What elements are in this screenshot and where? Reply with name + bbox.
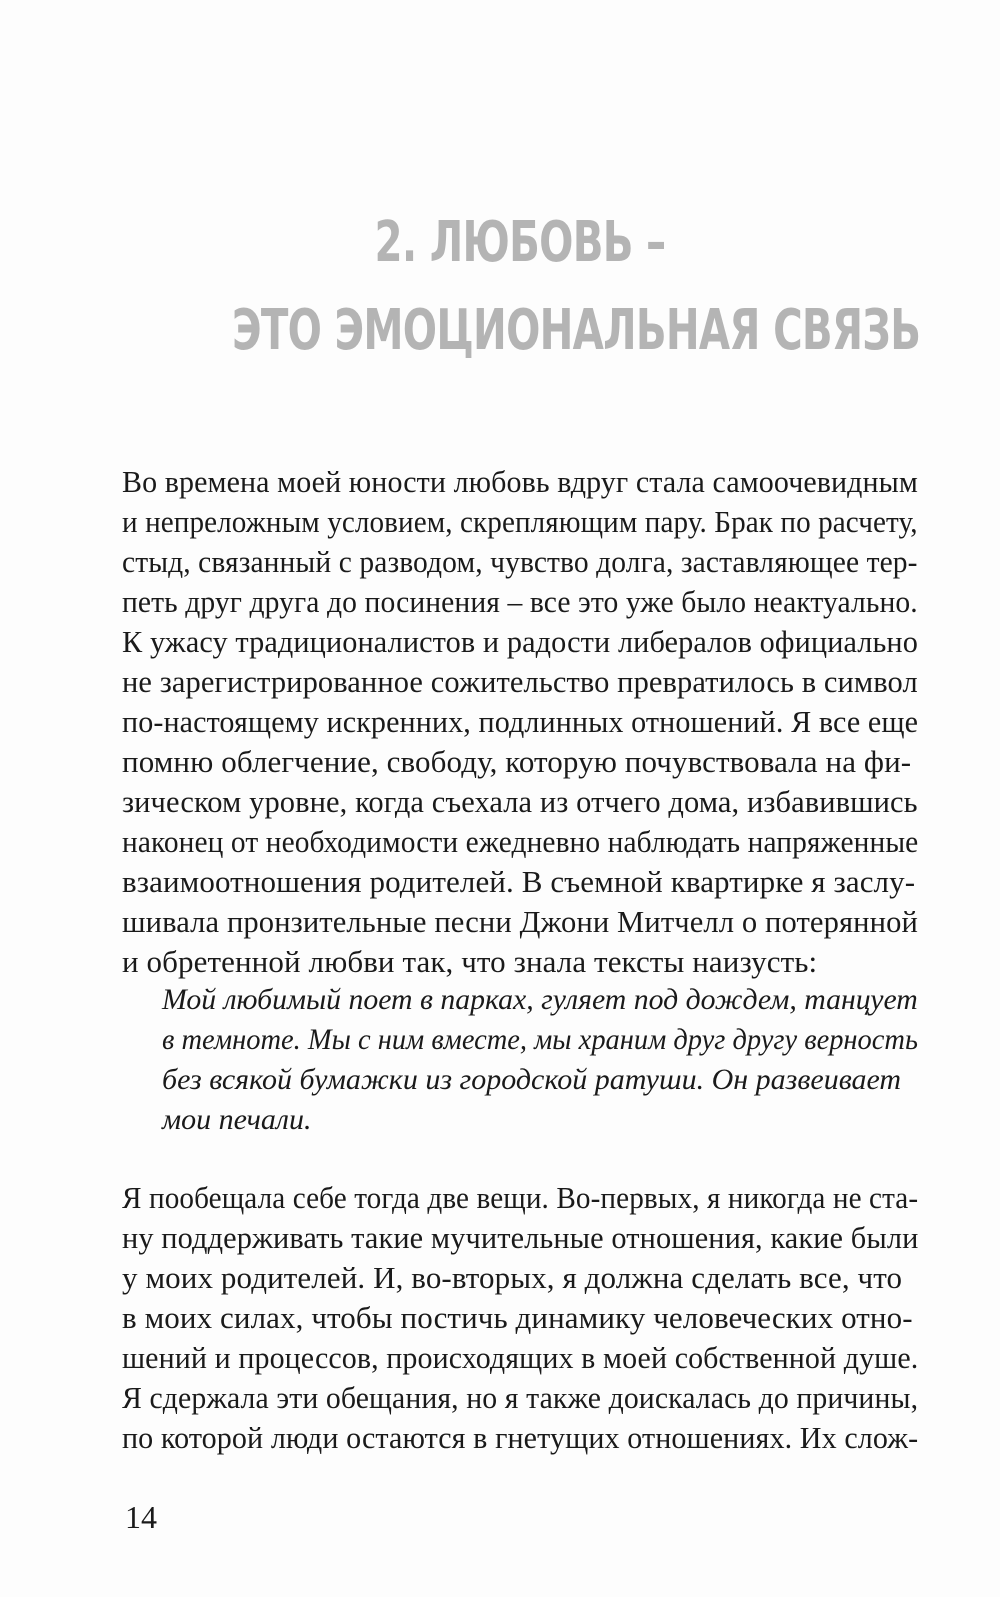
paragraph-1-line: и непреложным условием, скрепляющим пару. Брак по расчету, <box>122 504 918 539</box>
paragraph-1-line: помню облегчение, свободу, которую почувствовала на фи- <box>122 744 912 779</box>
paragraph-2-line: у моих родителей. И, во-вторых, я должна сделать все, что <box>122 1260 903 1295</box>
paragraph-1-line: стыд, связанный с разводом, чувство долга, заставляющее тер- <box>122 544 918 579</box>
chapter-title-line-2: ЭТО ЭМОЦИОНАЛЬНАЯ СВЯЗЬ <box>232 298 921 363</box>
paragraph-1-line: не зарегистрированное сожительство превратилось в символ <box>122 664 918 699</box>
paragraph-1-line: взаимоотношения родителей. В съемной квартирке я заслу- <box>122 864 916 899</box>
paragraph-2-line: Я сдержала эти обещания, но я также доискалась до причины, <box>122 1380 919 1415</box>
paragraph-1-line: наконец от необходимости ежедневно наблюдать напряженные <box>122 824 919 859</box>
paragraph-1-line: К ужасу традиционалистов и радости либералов официально <box>122 624 918 659</box>
paragraph-2-line: шений и процессов, происходящих в моей собственной душе. <box>122 1340 919 1375</box>
quote-line: без всякой бумажки из городской ратуши. Он развеивает <box>162 1063 902 1096</box>
quote-line: в темноте. Мы с ним вместе, мы храним друг другу верность <box>162 1023 918 1056</box>
paragraph-2-line: в моих силах, чтобы постичь динамику человеческих отно- <box>122 1300 913 1335</box>
paragraph-2-line: ну поддерживать такие мучительные отношения, какие были <box>122 1220 919 1255</box>
paragraph-2-line: по которой люди остаются в гнетущих отношениях. Их слож- <box>122 1420 919 1455</box>
paragraph-1-line: по-настоящему искренних, подлинных отношений. Я все еще <box>122 704 919 739</box>
paragraph-1-line: Во времена моей юности любовь вдруг стала самоочевидным <box>122 464 918 499</box>
chapter-title-line-1: 2. ЛЮБОВЬ – <box>374 210 666 275</box>
page-number: 14 <box>125 1499 157 1535</box>
paragraph-1-line: петь друг друга до посинения – все это уже было неактуально. <box>122 584 918 619</box>
quote-line: Мой любимый поет в парках, гуляет под дождем, танцует <box>162 983 918 1016</box>
paragraph-1-line: шивала пронзительные песни Джони Митчелл о потерянной <box>122 904 918 939</box>
paragraph-1-line: и обретенной любви так, что знала тексты наизусть: <box>122 944 818 979</box>
paragraph-2-line: Я пообещала себе тогда две вещи. Во-первых, я никогда не ста- <box>122 1180 919 1215</box>
quote-line: мои печали. <box>162 1103 312 1136</box>
paragraph-1-line: зическом уровне, когда съехала из отчего дома, избавившись <box>122 784 918 819</box>
